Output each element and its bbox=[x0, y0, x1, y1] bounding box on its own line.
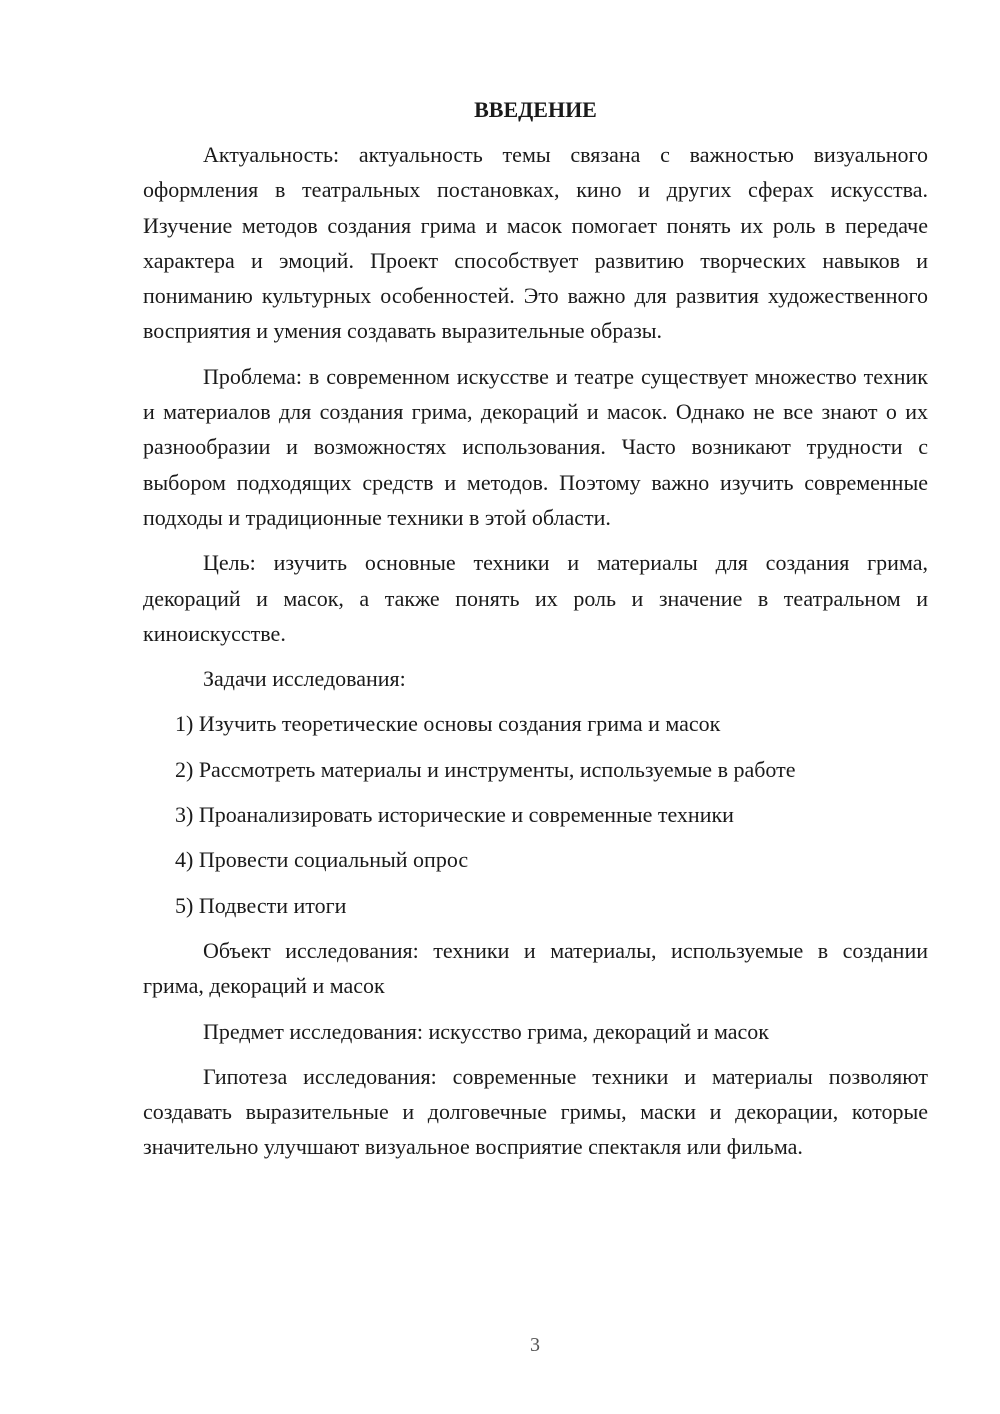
page-number: 3 bbox=[530, 1334, 540, 1356]
section-heading: ВВЕДЕНИЕ bbox=[474, 97, 597, 122]
task-item: 4) Провести социальный опрос bbox=[175, 847, 469, 873]
problem-paragraph: Проблема: в современном искусстве и театре существует множество техник и материалов для создания грима, декораций и масок. Однако не все знают о их разнообразии и возможностях использования. Часто возникают трудности с выбором подходящих средств и методов. Поэтому важно изучить современные подходы и традиционные техники в этой области. bbox=[143, 363, 928, 530]
hypothesis-paragraph: Гипотеза исследования: современные техники и материалы позволяют создавать выразительные и долговечные гримы, маски и декорации, которые значительно улучшают визуальное восприятие спектакля или фильма. bbox=[143, 1063, 928, 1160]
task-item: 3) Проанализировать исторические и современные техники bbox=[175, 802, 734, 828]
object-paragraph: Объект исследования: техники и материалы, используемые в создании грима, декораций и масок bbox=[143, 937, 928, 999]
tasks-list bbox=[143, 706, 928, 922]
document-page bbox=[143, 92, 928, 1175]
task-item: 1) Изучить теоретические основы создания грима и масок bbox=[175, 711, 721, 737]
task-item: 2) Рассмотреть материалы и инструменты, используемые в работе bbox=[175, 756, 796, 782]
goal-paragraph: Цель: изучить основные техники и материалы для создания грима, декораций и масок, а также понять их роль и значение в театральном и киноискусстве. bbox=[143, 550, 928, 646]
tasks-title: Задачи исследования: bbox=[203, 666, 406, 692]
task-item: 5) Подвести итоги bbox=[175, 892, 347, 918]
relevance-paragraph: Актуальность: актуальность темы связана с важностью визуального оформления в театральных постановках, кино и других сферах искусства. Изучение методов создания грима и масок помогает понять их роль в передаче характера и эмоций. Проект способствует развитию творческих навыков и пониманию культурных особенностей. Это важно для развития художественного восприятия и умения создавать выразительные образы. bbox=[143, 142, 928, 344]
subject-paragraph: Предмет исследования: искусство грима, декораций и масок bbox=[203, 1018, 769, 1044]
